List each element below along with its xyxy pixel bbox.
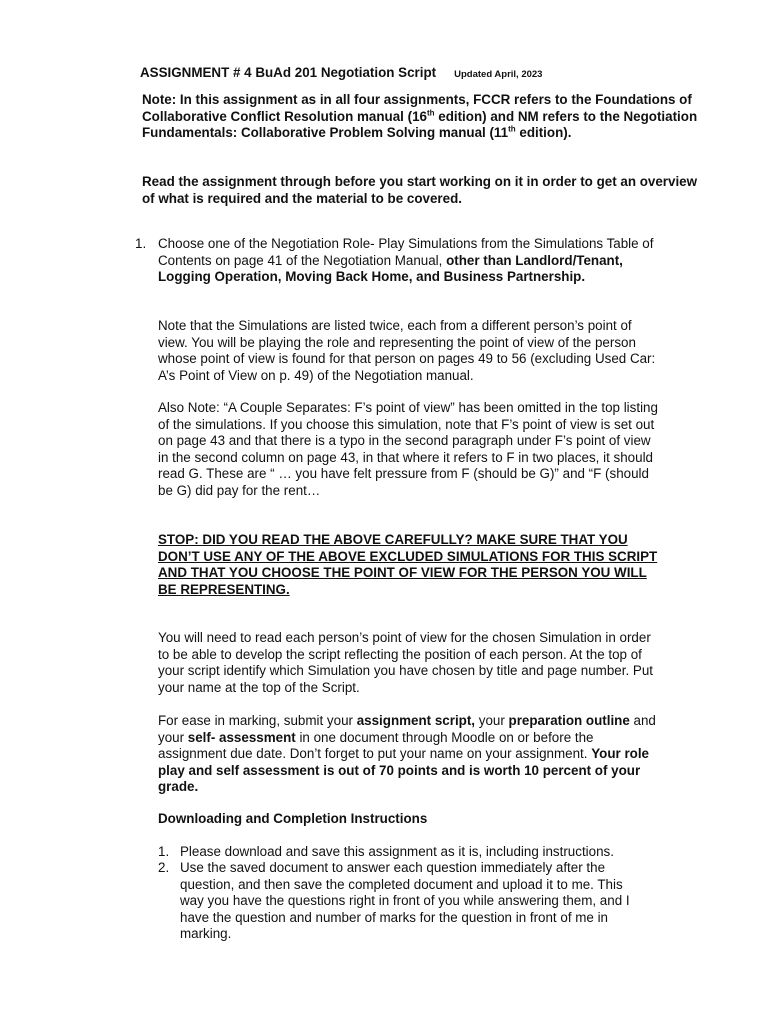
marking-paragraph: For ease in marking, submit your assignment script, your preparation outline and your self- assessment in one document through Moodle on or before the assignment due date. Don’t forget to put your name on your assignment. Your role play and self assessment is out of 70 points and is worth 10 percent of your grade. [158, 713, 656, 795]
stop-warning: STOP: DID YOU READ THE ABOVE CAREFULLY? MAKE SURE THAT YOU DON’T USE ANY OF THE ABOVE EXCLUDED SIMULATIONS FOR THIS SCRIPT AND THAT YOU CHOOSE THE POINT OF VIEW FOR THE PERSON YOU WILL BE REPRESENTING. [158, 532, 658, 597]
read-first-paragraph: Read the assignment through before you start working on it in order to get an overview of what is required and the material to be covered. [142, 174, 698, 206]
also-note-paragraph: Also Note: “A Couple Separates: F’s point of view” has been omitted in the top listing of the simulations. If you choose this simulation, note that F’s point of view is set out on page 43 and that there is a typo in the second paragraph under F’s point of view in the second column on page 43, in that where it refers to F in two places, it should read G. These are “ … you have felt pressure from F (should be G)” and “F (should be G) did pay for the rent… [158, 400, 658, 498]
updated-date: Updated April, 2023 [454, 69, 543, 80]
document-title [140, 65, 542, 84]
download-item-2-number: 2. [158, 860, 170, 875]
item1-text: Choose one of the Negotiation Role- Play Simulations from the Simulations Table of Contents on page 41 of the Negotiation Manual, other than Landlord/Tenant, Logging Operation, Moving Back Home, and Business Partnership. [158, 236, 654, 285]
assignment-title: ASSIGNMENT # 4 BuAd 201 Negotiation Script [140, 65, 437, 80]
download-heading: Downloading and Completion Instructions [158, 811, 428, 826]
read-each-paragraph: You will need to read each person’s point of view for the chosen Simulation in order to be able to develop the script reflecting the position of each person. At the top of your script identify which Simulation you have chosen by title and page number. Put your name at the top of the Script. [158, 630, 653, 695]
download-item-1-text: Please download and save this assignment as it is, including instructions. [180, 844, 614, 859]
download-item-1-number: 1. [158, 844, 170, 859]
note-paragraph: Note: In this assignment as in all four assignments, FCCR refers to the Foundations of Collaborative Conflict Resolution manual (16th edition) and NM refers to the Negotiation Fundamentals: Collaborative Problem Solving manual (11th edition). [142, 92, 698, 141]
item1-number: 1. [135, 236, 147, 251]
download-item-2-text: Use the saved document to answer each question immediately after the question, and then save the completed document and upload it to me. This way you have the questions right in front of you while answering them, and I have the question and number of marks for the question in front of me in marking. [180, 860, 630, 942]
simulations-listed-twice-paragraph: Note that the Simulations are listed twice, each from a different person’s point of view. You will be playing the role and representing the point of view of the person whose point of view is found for that person on pages 49 to 56 (excluding Used Car: A’s Point of View on p. 49) of the Negotiation manual. [158, 318, 656, 383]
